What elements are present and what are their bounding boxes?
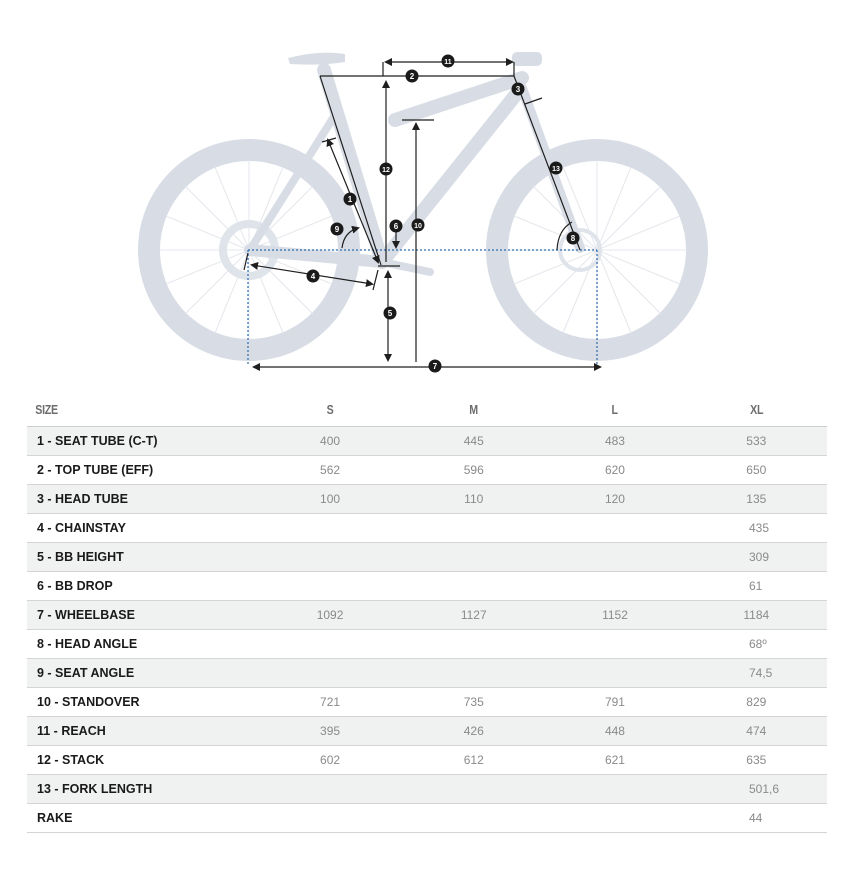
badge-4 — [307, 270, 320, 283]
svg-text:4: 4 — [310, 272, 316, 281]
cell-s: 395 — [257, 717, 403, 746]
cell-s: 721 — [257, 688, 403, 717]
row-label: 3 - HEAD TUBE — [27, 485, 257, 514]
badge-10 — [412, 219, 425, 232]
row-label: RAKE — [27, 804, 257, 833]
cell-l: 620 — [544, 456, 685, 485]
table-row — [27, 659, 827, 688]
svg-text:12: 12 — [382, 167, 390, 174]
cell-m: 596 — [403, 456, 544, 485]
badge-8 — [567, 232, 580, 245]
cell-all-sizes: 435 — [257, 514, 827, 543]
row-label: 1 - SEAT TUBE (C-T) — [27, 427, 257, 456]
row-label: 10 - STANDOVER — [27, 688, 257, 717]
cell-m: 1127 — [403, 601, 544, 630]
row-label: 4 - CHAINSTAY — [27, 514, 257, 543]
badge-2 — [406, 70, 419, 83]
table-row — [27, 572, 827, 601]
badge-13 — [550, 162, 563, 175]
svg-text:9: 9 — [334, 225, 340, 234]
badge-3 — [512, 83, 525, 96]
badge-6 — [390, 220, 403, 233]
cell-l: 1152 — [544, 601, 685, 630]
cell-all-sizes: 44 — [257, 804, 827, 833]
svg-text:11: 11 — [444, 59, 452, 66]
table-row — [27, 514, 827, 543]
cell-m: 735 — [403, 688, 544, 717]
bike-silhouette — [149, 52, 697, 350]
geometry-table — [27, 392, 827, 833]
row-label: 7 - WHEELBASE — [27, 601, 257, 630]
svg-text:1: 1 — [347, 195, 353, 204]
cell-l: 791 — [544, 688, 685, 717]
table-row — [27, 427, 827, 456]
cell-s: 400 — [257, 427, 403, 456]
cell-m: 426 — [403, 717, 544, 746]
size-s-header: S — [270, 392, 390, 427]
cell-m: 612 — [403, 746, 544, 775]
svg-text:3: 3 — [515, 85, 521, 94]
cell-m: 110 — [403, 485, 544, 514]
cell-xl: 135 — [686, 485, 827, 514]
cell-s: 602 — [257, 746, 403, 775]
cell-l: 483 — [544, 427, 685, 456]
table-row — [27, 688, 827, 717]
table-row — [27, 543, 827, 572]
cell-l: 120 — [544, 485, 685, 514]
cell-all-sizes: 74,5 — [257, 659, 827, 688]
badge-5 — [384, 307, 397, 320]
size-m-header: M — [416, 392, 532, 427]
saddle — [288, 53, 345, 65]
table-row — [27, 775, 827, 804]
cell-xl: 829 — [686, 688, 827, 717]
table-header-row — [27, 392, 827, 427]
cell-all-sizes: 61 — [257, 572, 827, 601]
size-header: SIZE — [27, 392, 216, 427]
cell-all-sizes: 501,6 — [257, 775, 827, 804]
row-label: 6 - BB DROP — [27, 572, 257, 601]
cell-s: 562 — [257, 456, 403, 485]
cell-s: 1092 — [257, 601, 403, 630]
badge-11 — [442, 55, 455, 68]
badge-9 — [331, 223, 344, 236]
cell-l: 448 — [544, 717, 685, 746]
svg-text:6: 6 — [393, 222, 399, 231]
cell-xl: 1184 — [686, 601, 827, 630]
svg-text:13: 13 — [552, 166, 560, 173]
cell-xl: 635 — [686, 746, 827, 775]
table-row — [27, 746, 827, 775]
svg-text:2: 2 — [409, 72, 415, 81]
size-l-header: L — [557, 392, 673, 427]
cell-xl: 474 — [686, 717, 827, 746]
svg-text:10: 10 — [414, 223, 422, 230]
cell-all-sizes: 68º — [257, 630, 827, 659]
row-label: 9 - SEAT ANGLE — [27, 659, 257, 688]
bike-geometry-diagram — [0, 0, 855, 390]
cell-s: 100 — [257, 485, 403, 514]
cell-l: 621 — [544, 746, 685, 775]
table-row — [27, 630, 827, 659]
cell-xl: 533 — [686, 427, 827, 456]
cell-m: 445 — [403, 427, 544, 456]
row-label: 13 - FORK LENGTH — [27, 775, 257, 804]
table-row — [27, 717, 827, 746]
badge-12 — [380, 163, 393, 176]
cell-all-sizes: 309 — [257, 543, 827, 572]
badge-1 — [344, 193, 357, 206]
table-row — [27, 485, 827, 514]
svg-text:5: 5 — [387, 309, 393, 318]
crank-arm — [382, 262, 430, 272]
svg-text:7: 7 — [432, 362, 438, 371]
table-row — [27, 456, 827, 485]
row-label: 5 - BB HEIGHT — [27, 543, 257, 572]
table-row — [27, 601, 827, 630]
row-label: 8 - HEAD ANGLE — [27, 630, 257, 659]
cell-xl: 650 — [686, 456, 827, 485]
row-label: 11 - REACH — [27, 717, 257, 746]
row-label: 2 - TOP TUBE (EFF) — [27, 456, 257, 485]
row-label: 12 - STACK — [27, 746, 257, 775]
stem — [512, 52, 542, 66]
size-xl-header: XL — [698, 392, 814, 427]
svg-text:8: 8 — [570, 234, 576, 243]
badge-7 — [429, 360, 442, 373]
table-row — [27, 804, 827, 833]
